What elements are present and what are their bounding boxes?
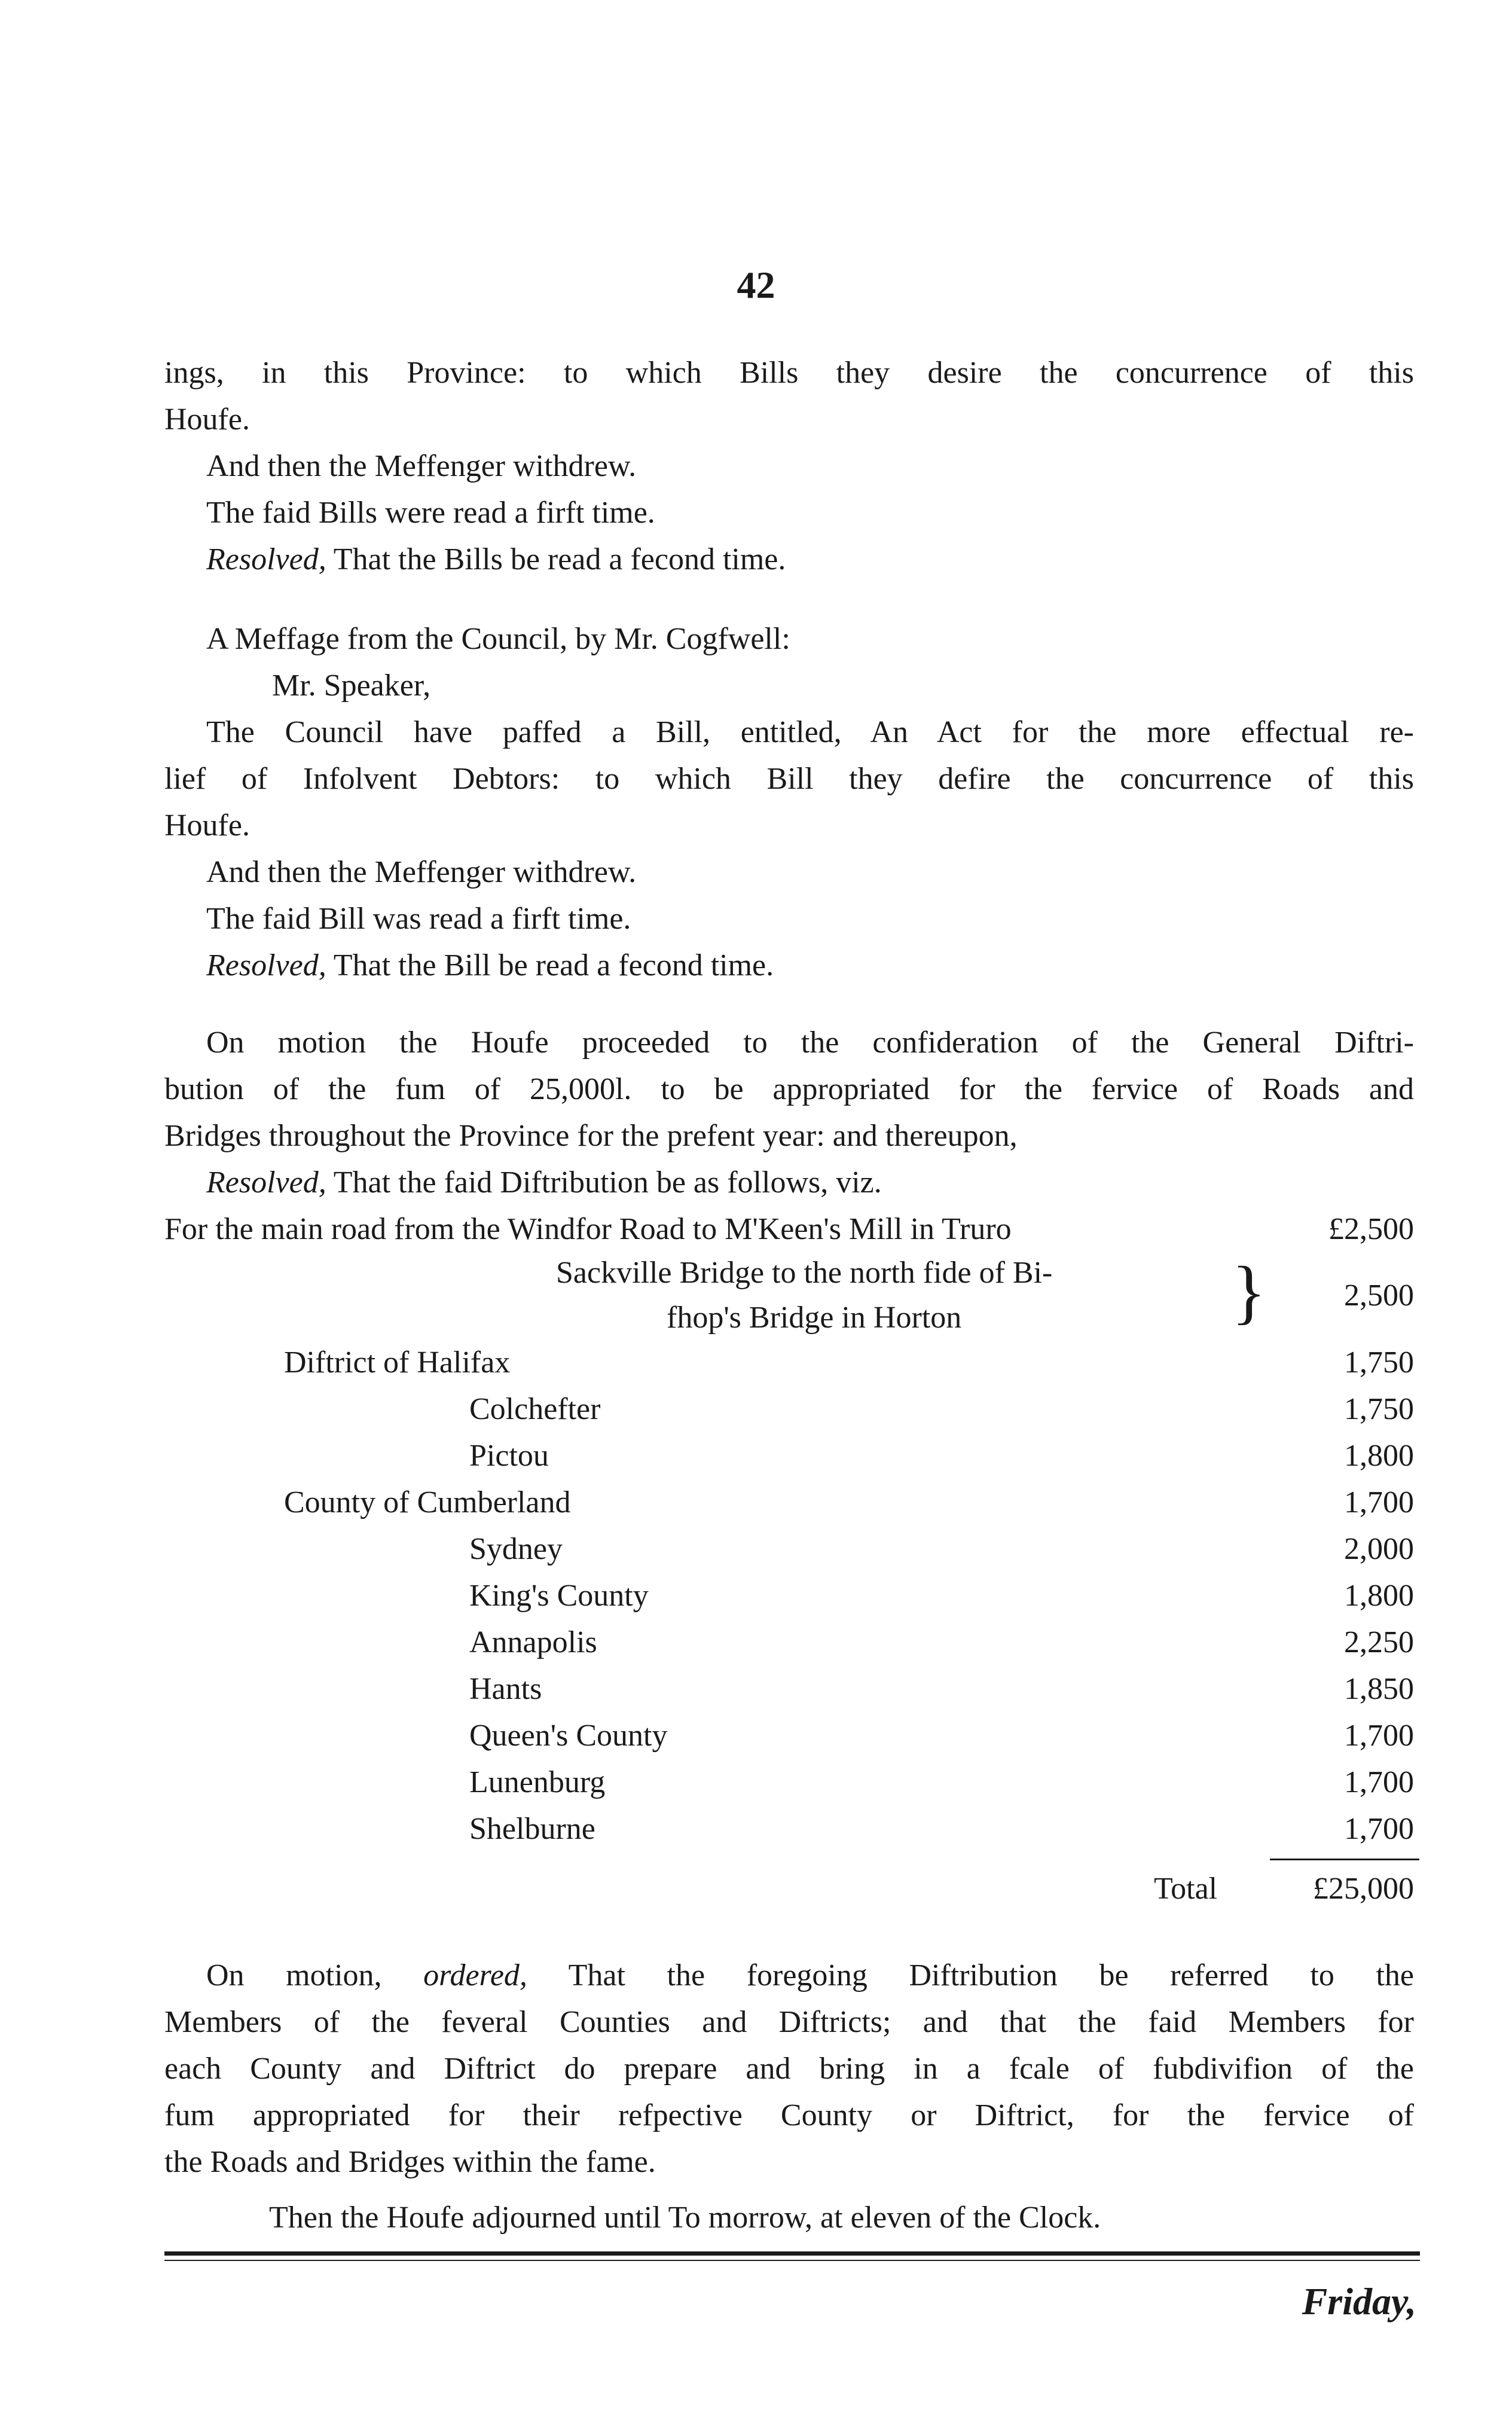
truro-road-line bbox=[164, 1206, 1414, 1253]
distribution-row-label: Colchefter bbox=[469, 1392, 601, 1426]
distribution-row-amount: 1,750 bbox=[1344, 1392, 1414, 1426]
distribution-row-amount: 1,700 bbox=[1344, 1812, 1414, 1846]
paragraph-referral-order bbox=[164, 1952, 1414, 2186]
text-line bbox=[164, 1952, 1414, 1999]
resolution-text: That the faid Diftribution be as follows, viz. bbox=[326, 1165, 882, 1200]
text-line: And then the Meffenger withdrew. bbox=[206, 449, 637, 483]
distribution-row-label: County of Cumberland bbox=[284, 1485, 571, 1519]
distribution-row-label: Hants bbox=[469, 1672, 542, 1706]
distribution-row-label: Annapolis bbox=[469, 1625, 597, 1659]
text-line: Houfe. bbox=[164, 402, 250, 437]
adjournment-block bbox=[164, 2195, 1414, 2241]
text-line: lief of Infolvent Debtors: to which Bill they defire the concurrence of this bbox=[164, 762, 1414, 796]
paragraph-distribution-motion bbox=[164, 1020, 1414, 1253]
resolution-text: That the Bills be read a fecond time. bbox=[326, 542, 786, 576]
distribution-row-amount: 1,700 bbox=[1344, 1485, 1414, 1519]
distribution-row-amount: 1,800 bbox=[1344, 1439, 1414, 1473]
text-line: And then the Meffenger withdrew. bbox=[206, 855, 637, 889]
text-line: Houfe. bbox=[164, 808, 250, 843]
text-line: Members of the feveral Counties and Diftricts; and that the faid Members for bbox=[164, 2005, 1414, 2039]
resolved-word: Resolved, bbox=[206, 948, 326, 982]
text-line: the Roads and Bridges within the fame. bbox=[164, 2145, 656, 2179]
resolution-line bbox=[164, 942, 1414, 989]
text-line: The Council have paffed a Bill, entitled, An Act for the more effectual re- bbox=[206, 715, 1414, 749]
closing-rule-thin bbox=[164, 2260, 1420, 2261]
resolution-line bbox=[164, 1159, 1414, 1206]
motion-prefix: On motion, bbox=[206, 1958, 424, 1992]
paragraph-bills-message bbox=[164, 350, 1414, 583]
total-label: Total bbox=[1154, 1872, 1218, 1906]
distribution-row-amount: 1,750 bbox=[1344, 1345, 1414, 1380]
adjournment-line: Then the Houfe adjourned until To morrow, at eleven of the Clock. bbox=[269, 2201, 1101, 2235]
text-line: Mr. Speaker, bbox=[272, 669, 431, 703]
ordered-word: ordered, bbox=[423, 1958, 527, 1992]
distribution-row-label: Sydney bbox=[469, 1532, 563, 1566]
page-number: 42 bbox=[737, 264, 775, 306]
distribution-row-amount: 1,700 bbox=[1344, 1765, 1414, 1799]
resolved-word: Resolved, bbox=[206, 542, 326, 576]
resolution-line bbox=[164, 536, 1414, 583]
sackville-amount: 2,500 bbox=[1344, 1278, 1414, 1313]
distribution-row-amount: 1,850 bbox=[1344, 1672, 1414, 1706]
text-line: bution of the fum of 25,000l. to be appropriated for the fervice of Roads and bbox=[164, 1072, 1414, 1106]
distribution-row-label: Shelburne bbox=[469, 1812, 595, 1846]
distribution-row-label: Lunenburg bbox=[469, 1765, 606, 1799]
catchword: Friday, bbox=[1302, 2280, 1416, 2323]
text-line: fum appropriated for their refpective County or Diftrict, for the fervice of bbox=[164, 2098, 1414, 2132]
distribution-row-amount: 2,000 bbox=[1344, 1532, 1414, 1566]
distribution-label: For the main road from the Windfor Road to M'Keen's Mill in Truro bbox=[164, 1212, 1012, 1246]
distribution-row-label: Pictou bbox=[469, 1439, 549, 1473]
closing-rule-thick bbox=[164, 2251, 1420, 2256]
distribution-row-label: Queen's County bbox=[469, 1719, 668, 1753]
sackville-label-line1: Sackville Bridge to the north fide of Bi- bbox=[556, 1256, 1053, 1290]
sackville-label-line2: fhop's Bridge in Horton bbox=[667, 1301, 962, 1335]
text-line: ings, in this Province: to which Bills they desire the concurrence of this bbox=[164, 356, 1414, 390]
sum-rule bbox=[1270, 1859, 1419, 1860]
paragraph-council-message bbox=[164, 616, 1414, 989]
distribution-row-amount: 1,700 bbox=[1344, 1719, 1414, 1753]
distribution-amount: £2,500 bbox=[1328, 1212, 1414, 1246]
text-line: The faid Bill was read a firft time. bbox=[206, 902, 631, 936]
order-text: That the foregoing Diftribution be referred to the bbox=[527, 1958, 1414, 1992]
resolution-text: That the Bill be read a fecond time. bbox=[326, 948, 774, 982]
total-amount: £25,000 bbox=[1313, 1872, 1414, 1906]
resolved-word: Resolved, bbox=[206, 1165, 326, 1200]
text-line: The faid Bills were read a firft time. bbox=[206, 496, 655, 530]
distribution-row-amount: 1,800 bbox=[1344, 1579, 1414, 1613]
distribution-row-label: King's County bbox=[469, 1579, 649, 1613]
distribution-row-amount: 2,250 bbox=[1344, 1625, 1414, 1659]
text-line: each County and Diftrict do prepare and bring in a fcale of fubdivifion of the bbox=[164, 2052, 1414, 2086]
distribution-row-label: Diftrict of Halifax bbox=[284, 1345, 511, 1380]
brace-mark: } bbox=[1232, 1252, 1266, 1331]
text-line: Bridges throughout the Province for the prefent year: and thereupon, bbox=[164, 1119, 1018, 1153]
text-line: On motion the Houfe proceeded to the confideration of the General Diftri- bbox=[206, 1026, 1414, 1060]
text-line: A Meffage from the Council, by Mr. Cogfwell: bbox=[206, 622, 790, 656]
